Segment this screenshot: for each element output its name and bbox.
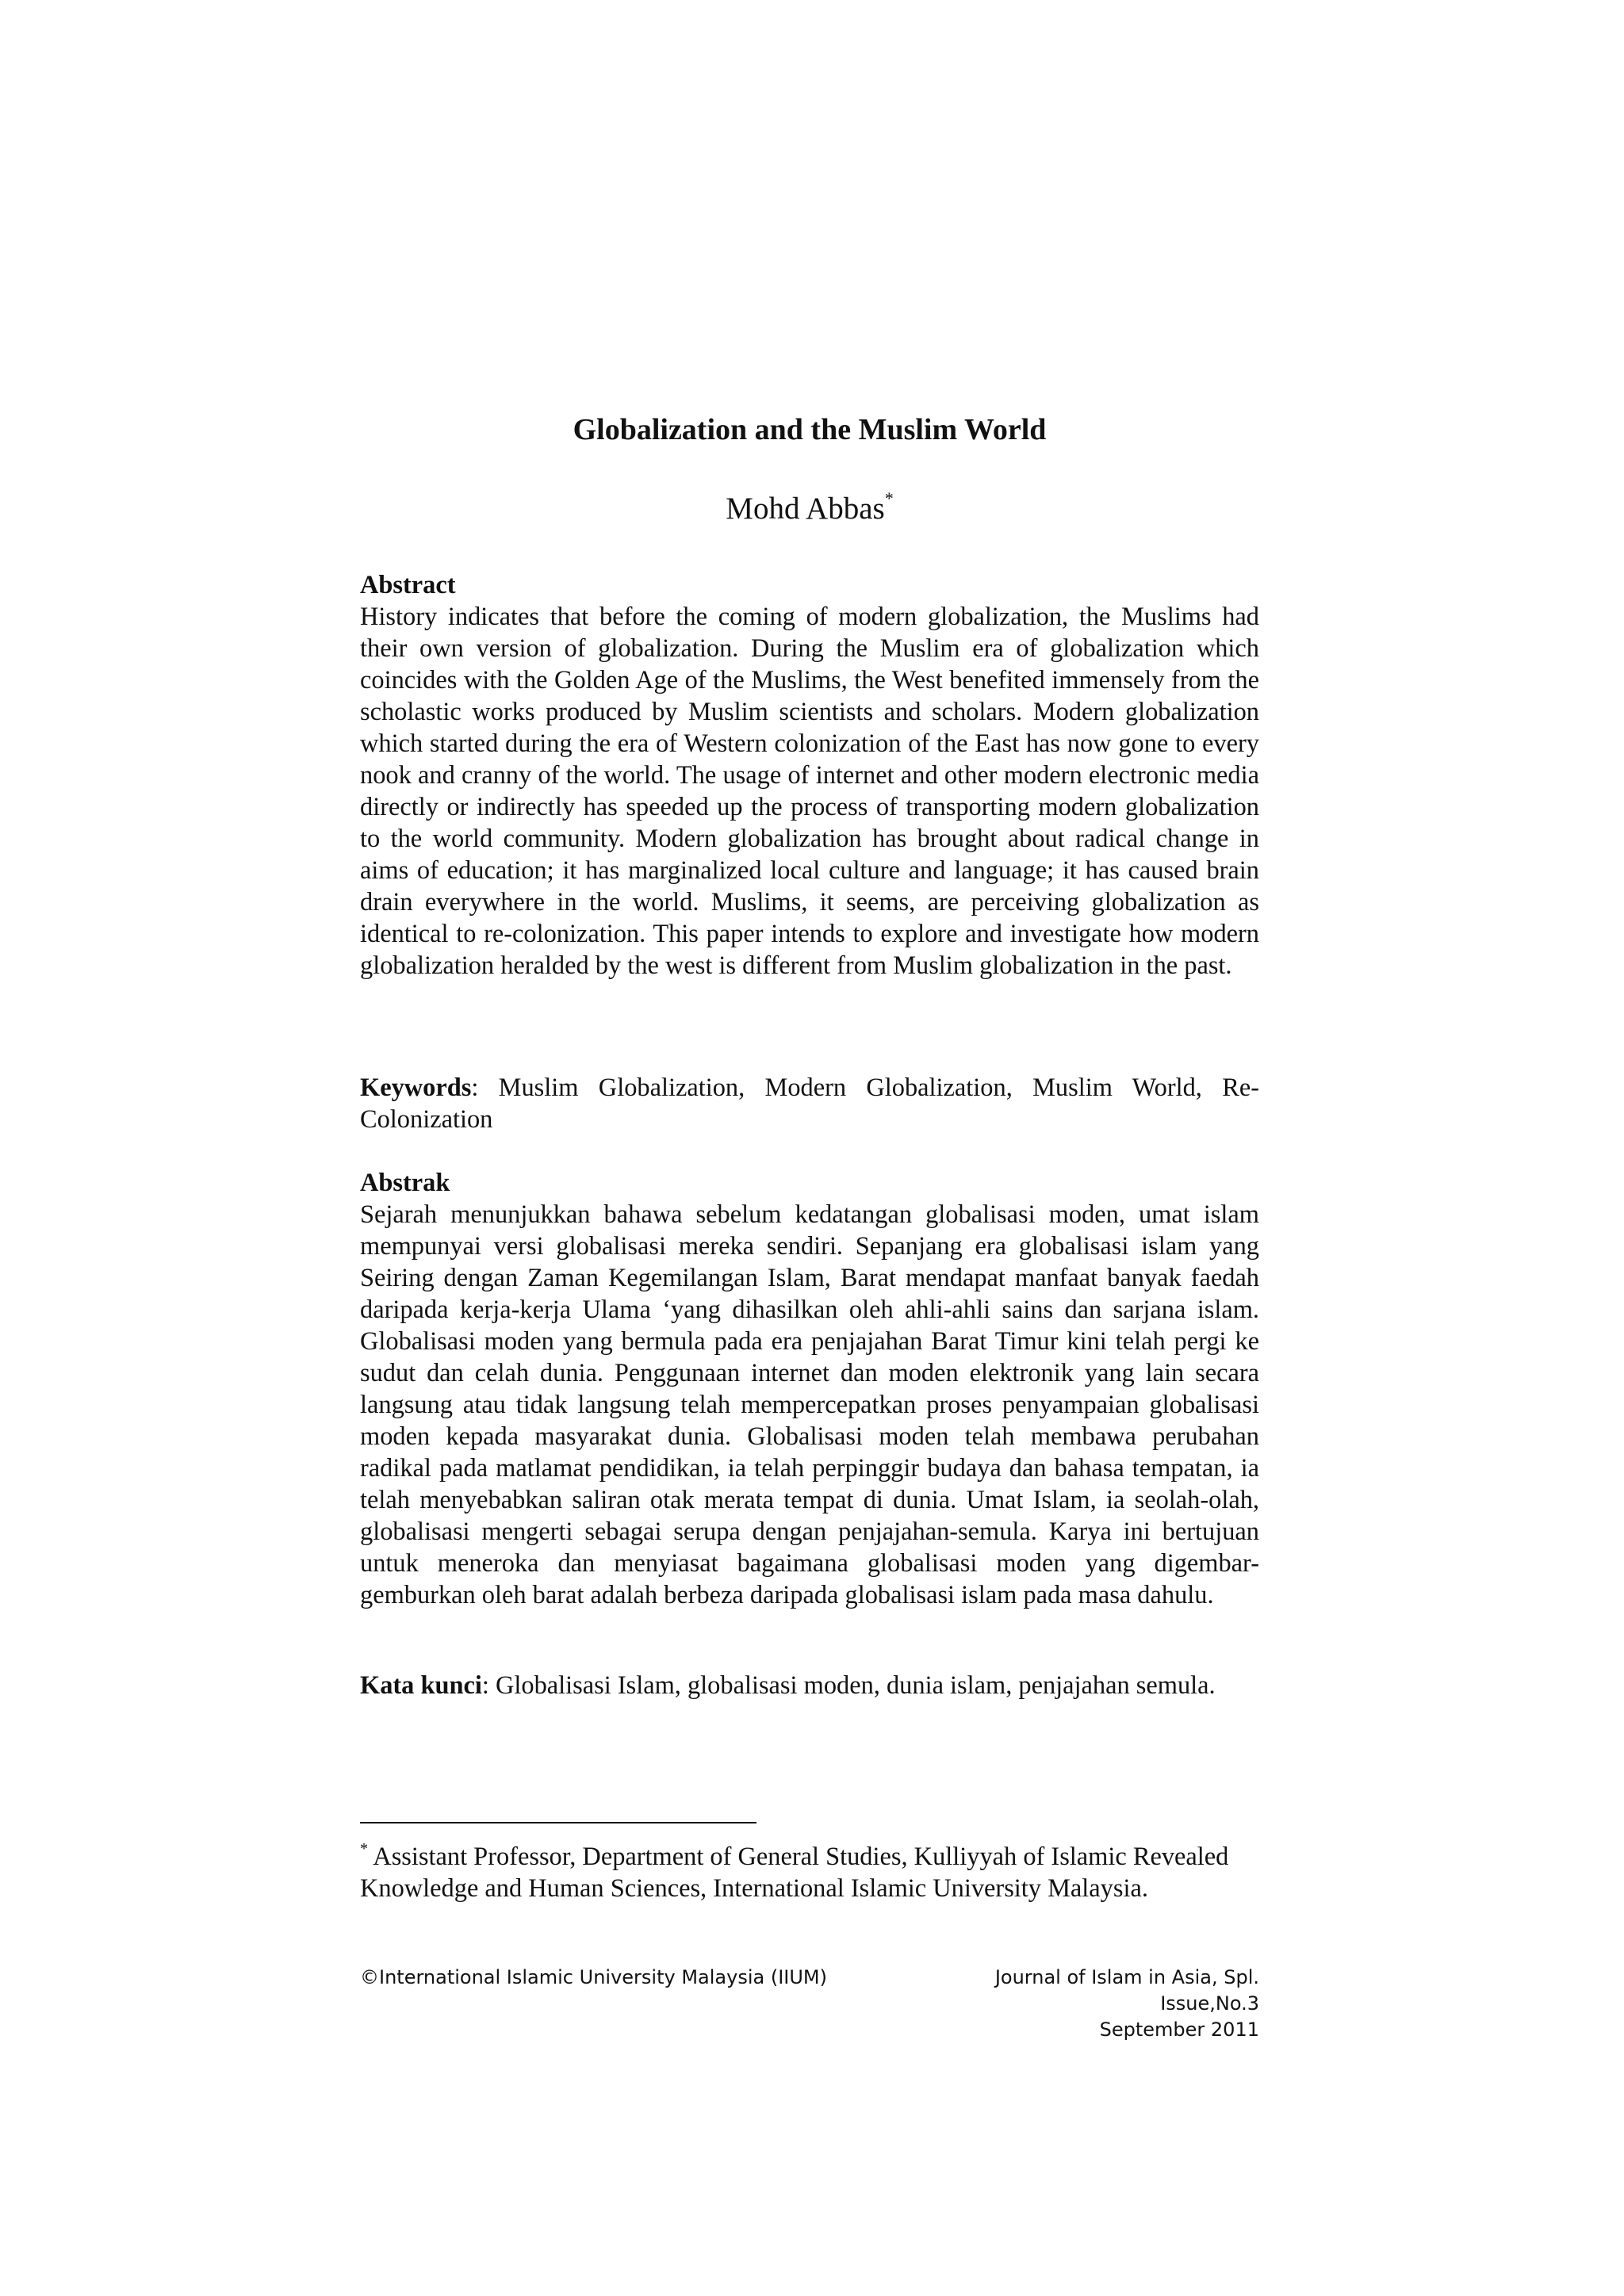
footnote-divider [360,1822,756,1823]
abstract-heading: Abstract [360,571,456,599]
abstrak-heading: Abstrak [360,1169,450,1197]
abstract-malay [360,1167,1259,1611]
keywords-english [360,1072,1259,1135]
footer-copyright: ©International Islamic University Malaysia (IIUM) [360,1966,827,1988]
keywords-label: Keywords [360,1073,472,1102]
author-name: Mohd Abbas [726,492,885,526]
footer-journal-info [907,1965,1259,2043]
footer-journal-issue: Journal of Islam in Asia, Spl. Issue,No.3 [994,1966,1259,2015]
footnote-mark: * [360,1840,368,1858]
author-line [360,490,1259,528]
abstrak-text: Sejarah menunjukkan bahawa sebelum kedatangan globalisasi moden, umat islam mempunyai versi globalisasi mereka sendiri. Sepanjang era globalisasi islam yang Seiring dengan Zaman Kegemilangan Islam, Barat mendapat manfaat banyak faedah daripada kerja-kerja Ulama ‘yang dihasilkan oleh ahli-ahli sains dan sarjana islam. Globalisasi moden yang bermula pada era penjajahan Barat Timur kini telah pergi ke sudut dan celah dunia. Penggunaan internet dan moden elektronik yang lain secara langsung atau tidak langsung telah mempercepatkan proses penyampaian globalisasi moden kepada masyarakat dunia. Globalisasi moden telah membawa perubahan radikal pada matlamat pendidikan, ia telah perpinggir budaya dan bahasa tempatan, ia telah menyebabkan saliran otak merata tempat di dunia. Umat Islam, ia seolah-olah, globalisasi mengerti sebagai serupa dengan penjajahan-semula. Karya ini bertujuan untuk meneroka dan menyiasat bagaimana globalisasi moden yang digembar-gemburkan oleh barat adalah berbeza daripada globalisasi islam pada masa dahulu. [360,1200,1259,1609]
author-footnote-mark: * [884,488,894,508]
footnote [360,1841,1259,1904]
abstract-english [360,569,1259,982]
keywords-malay [360,1670,1259,1701]
footnote-text: Assistant Professor, Department of General Studies, Kulliyyah of Islamic Revealed Knowledge and Human Sciences, International Islamic University Malaysia. [360,1843,1229,1903]
paper-title: Globalization and the Muslim World [573,413,1047,446]
keywords-text: : Muslim Globalization, Modern Globalization, Muslim World, Re-Colonization [360,1073,1259,1134]
footer-journal-date: September 2011 [1099,2019,1259,2041]
kata-kunci-text: : Globalisasi Islam, globalisasi moden, dunia islam, penjajahan semula. [481,1671,1216,1700]
abstract-text: History indicates that before the coming of modern globalization, the Muslims had their own version of globalization. During the Muslim era of globalization which coincides with the Golden Age of the Muslims, the West benefited immensely from the scholastic works produced by Muslim scientists and scholars. Modern globalization which started during the era of Western colonization of the East has now gone to every nook and cranny of the world. The usage of internet and other modern electronic media directly or indirectly has speeded up the process of transporting modern globalization to the world community. Modern globalization has brought about radical change in aims of education; it has marginalized local culture and language; it has caused brain drain everywhere in the world. Muslims, it seems, are perceiving globalization as identical to re-colonization. This paper intends to explore and investigate how modern globalization heralded by the west is different from Muslim globalization in the past. [360,603,1259,980]
kata-kunci-label: Kata kunci [360,1671,482,1700]
